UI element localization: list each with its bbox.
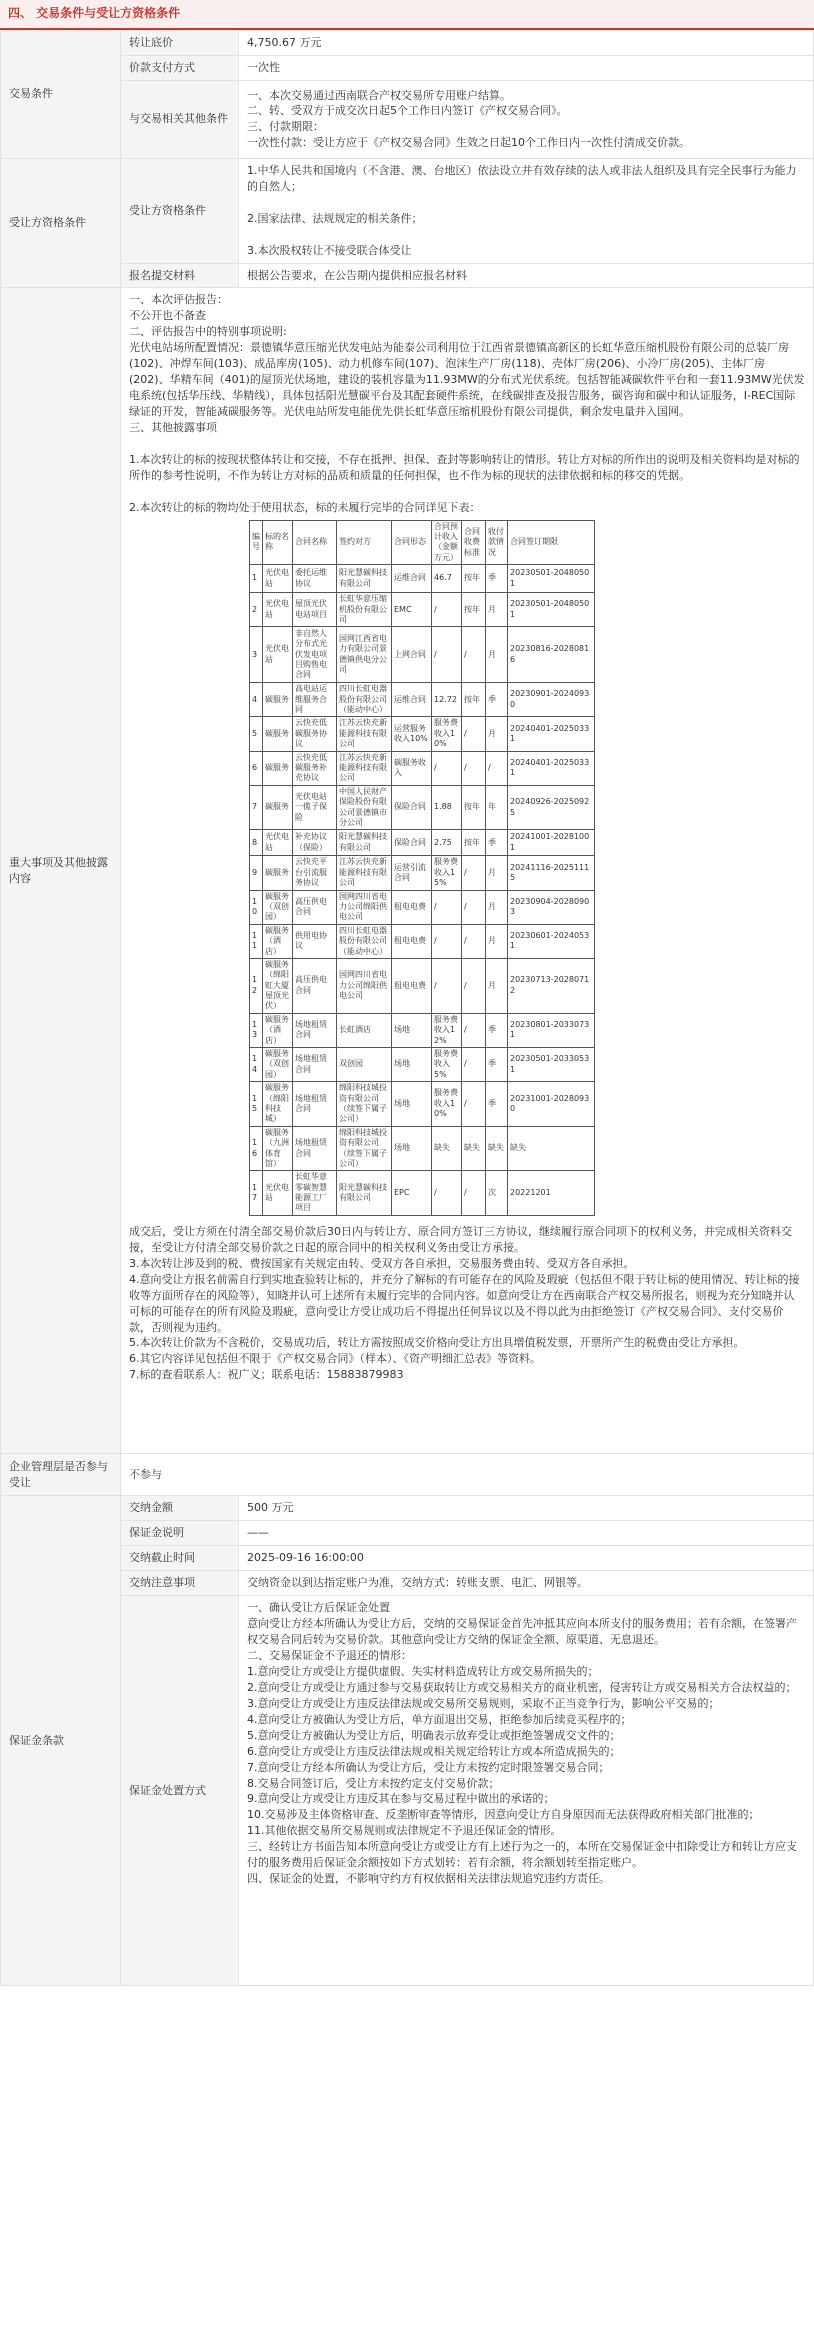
contract-cell: 年	[486, 785, 508, 830]
contract-cell: 运维合同	[392, 683, 432, 717]
deposit-deadline-label: 交纳截止时间	[121, 1546, 239, 1571]
contract-table-header	[250, 520, 595, 565]
other-conditions-label: 与交易相关其他条件	[121, 80, 239, 158]
contract-cell: 20230501-20480501	[508, 565, 595, 593]
deposit-notice-value: 交纳资金以到达指定账户为准，交纳方式：转账支票、电汇、网银等。	[239, 1571, 814, 1596]
contract-cell: 光伏电站	[263, 565, 293, 593]
contract-cell: 碳服务（酒店）	[263, 924, 293, 958]
contract-cell: 光伏电站	[263, 830, 293, 856]
contract-cell: 光伏电站	[263, 1171, 293, 1216]
contract-cell: 服务费收入15%	[432, 856, 462, 890]
contract-cell: 8	[250, 830, 263, 856]
contract-cell: 服务费收入5%	[432, 1048, 462, 1082]
contract-cell: 12	[250, 958, 263, 1013]
contract-row	[250, 785, 595, 830]
contract-cell: EPC	[392, 1171, 432, 1216]
contract-cell: /	[486, 751, 508, 785]
contract-cell: /	[462, 924, 486, 958]
contract-cell: /	[432, 958, 462, 1013]
contract-cell: /	[432, 890, 462, 924]
deposit-label: 保证金条款	[1, 1496, 121, 1986]
contract-cell: 月	[486, 627, 508, 683]
contract-cell: 场地租赁合同	[293, 1082, 337, 1127]
contract-row	[250, 751, 595, 785]
contract-cell: 2	[250, 593, 263, 627]
table-row	[1, 158, 814, 263]
buyer-qualification-value: 1.中华人民共和国境内（不含港、澳、台地区）依法设立并有效存续的法人或非法人组织及具有完全民事行为能力的自然人； 2.国家法律、法规规定的相关条件； 3.本次股权转让不接受联合体受让	[239, 158, 814, 263]
contract-cell: 长虹华意零碳智慧能源工厂项目	[293, 1171, 337, 1216]
contract-cell: 16	[250, 1126, 263, 1171]
table-row	[1, 1454, 814, 1496]
contract-row	[250, 1082, 595, 1127]
contract-cell: 碳服务（双创园）	[263, 890, 293, 924]
contract-cell: 10	[250, 890, 263, 924]
contract-cell: 运营引流合同	[392, 856, 432, 890]
deposit-disposal-label: 保证金处置方式	[121, 1596, 239, 1986]
contract-cell: 20230904-20280903	[508, 890, 595, 924]
deposit-amount-value: 500 万元	[239, 1496, 814, 1521]
contract-cell: /	[462, 890, 486, 924]
contract-cell: 碳服务（绵阳科技城）	[263, 1082, 293, 1127]
contract-cell: 46.7	[432, 565, 462, 593]
contract-cell: 缺失	[462, 1126, 486, 1171]
contract-cell: 供用电协议	[293, 924, 337, 958]
deposit-note-value: ——	[239, 1521, 814, 1546]
contract-cell: 场地	[392, 1013, 432, 1047]
contract-row	[250, 717, 595, 751]
table-row	[1, 1546, 814, 1571]
contract-cell: /	[462, 1048, 486, 1082]
reserve-price-label: 转让底价	[121, 31, 239, 56]
contract-cell: 阳光慧碳科技有限公司	[337, 1171, 392, 1216]
buyer-qualification-label: 受让方资格条件	[1, 158, 121, 288]
payment-method-label: 价款支付方式	[121, 55, 239, 80]
contract-cell: EMC	[392, 593, 432, 627]
contract-cell: 江苏云快充新能源科技有限公司	[337, 856, 392, 890]
contract-cell: 月	[486, 593, 508, 627]
contract-cell: 碳服务	[263, 785, 293, 830]
buyer-qualification-sublabel: 受让方资格条件	[121, 158, 239, 263]
contract-cell: 2.75	[432, 830, 462, 856]
reserve-price-value: 4,750.67 万元	[239, 31, 814, 56]
contract-cell: 按年	[462, 565, 486, 593]
contract-cell: 按年	[462, 683, 486, 717]
disclosure-text-before: 一、本次评估报告： 不公开也不备查 二、评估报告中的特别事项说明: 光伏电站场所配置情况：景德镇华意压缩光伏发电站为能泰公司利用位于江西省景德镇高新区的长虹华意压缩机股份有限公司的总装厂房(102)、冲焊车间(103)、成品库房(105)、动力机修车间(107)、泡沫生产厂房(118)、壳体厂房(206)、小冷厂房(205)、主体厂房(202)、华精车间（401)的屋顶光伏场地，建设的装机容量为11.93MW的分布式光伏系统。包括智能减碳软件平台和一套11.93MW光伏发电系统(包括华压线、华精线），具体包括阳光慧碳平台及其配套硬件系统，在线碳排查及报告服务，碳咨询和碳中和认证服务，I-REC国际绿证的开发，智能减碳服务等。光伏电站所发电能优先供长虹华意压缩机股份有限公司提供，剩余发电量并入国网。 三、其他披露事项 1.本次转让的标的按现状整体转让和交接，不存在抵押、担保、查封等影响转让的情形。转让方对标的所作出的说明及相关资料均是对标的所作的参考性说明，不作为转让方对标的品质和质量的任何担保，也不作为标的现状的法律依据和标的移交的凭据。 2.本次转让的标的物均处于使用状态，标的未履行完毕的合同详见下表：	[129, 293, 805, 514]
contract-cell: /	[432, 627, 462, 683]
contract-cell: 季	[486, 1013, 508, 1047]
contract-cell: 1	[250, 565, 263, 593]
contract-cell: 保险合同	[392, 785, 432, 830]
contract-cell: 20221201	[508, 1171, 595, 1216]
contract-cell: /	[462, 1082, 486, 1127]
contract-cell: 云快充平台引流服务协议	[293, 856, 337, 890]
contract-cell: /	[462, 751, 486, 785]
trade-conditions-label: 交易条件	[1, 31, 121, 159]
major-disclosure-content	[121, 288, 814, 1454]
contract-cell: 绵阳科技城投资有限公司（续签下属子公司）	[337, 1126, 392, 1171]
contract-cell: 5	[250, 717, 263, 751]
contract-row	[250, 890, 595, 924]
contract-cell: 国网四川省电力公司绵阳供电公司	[337, 958, 392, 1013]
table-row	[1, 1596, 814, 1986]
contract-row	[250, 924, 595, 958]
contract-cell: 20230601-20240531	[508, 924, 595, 958]
contract-cell: 20241116-20251115	[508, 856, 595, 890]
contract-header-cell: 收付款情况	[486, 520, 508, 565]
contract-cell: 碳服务（绵阳虹大厦屋顶光伏）	[263, 958, 293, 1013]
contract-cell: 缺失	[432, 1126, 462, 1171]
contract-cell: 季	[486, 830, 508, 856]
contract-cell: 月	[486, 717, 508, 751]
contract-cell: 20240401-20250331	[508, 751, 595, 785]
contract-cell: 江苏云快充新能源科技有限公司	[337, 751, 392, 785]
contract-cell: 20230901-20240930	[508, 683, 595, 717]
table-row	[1, 55, 814, 80]
disclosure-text-after: 成交后，受让方须在付清全部交易价款后30日内与转让方、原合同方签订三方协议，继续履行原合同项下的权利义务，并完成相关资料交接，至受让方付清全部交易价款之日起的原合同中的相关权利义务由受让方承接。 3.本次转让涉及到的税、费按国家有关规定由转、受双方各自承担，交易服务费由转、受双方各自承担。 4.意向受让方报名前需自行到实地查验转让标的，并充分了解标的有可能存在的风险及瑕疵（包括但不限于转让标的使用情况、转让标的接收等方面所存在的风险等），知晓并认可上述所有未履行完毕的合同内容。如意向受让方在西南联合产权交易所报名，则视为充分知晓并认可标的可能存在的所有风险及瑕疵，意向受让方受让成功后不得提出任何异议以及不得以此为由拒绝签订《产权交易合同》、支付交易价款，否则视为违约。 5.本次转让价款为不含税价，交易成功后，转让方需按照成交价格向受让方出具增值税发票，开票所产生的税费由受让方承担。 6.其它内容详见包括但不限于《产权交易合同》（样本）、《资产明细汇总表》等资料。 7.标的查看联系人：祝广义；联系电话：15883879983	[129, 1224, 800, 1382]
contract-cell: 高电站运维服务合同	[293, 683, 337, 717]
contract-cell: 上网合同	[392, 627, 432, 683]
section-title: 四、 交易条件与受让方资格条件	[8, 6, 181, 21]
contract-header-cell: 合同形态	[392, 520, 432, 565]
contract-cell: 场地	[392, 1082, 432, 1127]
contract-cell: 11	[250, 924, 263, 958]
contract-cell: 租电电费	[392, 958, 432, 1013]
contract-cell: 碳服务	[263, 856, 293, 890]
contract-cell: 绵阳科技城投资有限公司（续签下属子公司）	[337, 1082, 392, 1127]
deposit-amount-label: 交纳金额	[121, 1496, 239, 1521]
contract-cell: 4	[250, 683, 263, 717]
contract-cell: 碳服务	[263, 751, 293, 785]
contract-cell: 20241001-20281001	[508, 830, 595, 856]
table-row	[1, 1571, 814, 1596]
contract-cell: 20230816-20280816	[508, 627, 595, 683]
contract-cell: /	[462, 856, 486, 890]
contract-cell: 13	[250, 1013, 263, 1047]
contract-cell: /	[462, 1171, 486, 1216]
contract-cell: 20230501-20480501	[508, 593, 595, 627]
contract-cell: 场地	[392, 1126, 432, 1171]
contract-cell: 四川长虹电器股份有限公司（能动中心）	[337, 683, 392, 717]
contract-cell: 场地租赁合同	[293, 1126, 337, 1171]
contract-cell: 光伏电站一揽子保险	[293, 785, 337, 830]
contract-cell: 季	[486, 1082, 508, 1127]
contract-cell: 12.72	[432, 683, 462, 717]
table-row	[1, 1496, 814, 1521]
contract-row	[250, 958, 595, 1013]
contract-row	[250, 1048, 595, 1082]
contract-cell: 非自然人分布式光伏发电项目购售电合同	[293, 627, 337, 683]
contract-cell: 委托运维协议	[293, 565, 337, 593]
contract-row	[250, 856, 595, 890]
contract-table	[249, 520, 595, 1216]
contract-header-cell: 合同名称	[293, 520, 337, 565]
application-materials-value: 根据公告要求，在公告期内提供相应报名材料	[239, 263, 814, 288]
contract-cell: 服务费收入10%	[432, 1082, 462, 1127]
table-row	[1, 288, 814, 1454]
contract-cell: 20231001-20280930	[508, 1082, 595, 1127]
contract-cell: 季	[486, 565, 508, 593]
contract-cell: 7	[250, 785, 263, 830]
contract-cell: 阳光慧碳科技有限公司	[337, 830, 392, 856]
contract-cell: 碳服务（双创园）	[263, 1048, 293, 1082]
conditions-table	[0, 30, 814, 1986]
payment-method-value: 一次性	[239, 55, 814, 80]
contract-cell: 季	[486, 1048, 508, 1082]
contract-header-cell: 合同签订期限	[508, 520, 595, 565]
contract-header-cell: 标的名称	[263, 520, 293, 565]
contract-cell: 碳服务	[263, 717, 293, 751]
contract-cell: 国网江西省电力有限公司景德镇供电分公司	[337, 627, 392, 683]
contract-cell: /	[462, 958, 486, 1013]
contract-table-wrap	[129, 516, 805, 1220]
contract-cell: 17	[250, 1171, 263, 1216]
contract-cell: 20230501-20330531	[508, 1048, 595, 1082]
contract-cell: 月	[486, 958, 508, 1013]
contract-cell: 补充协议（保险）	[293, 830, 337, 856]
contract-cell: 服务费收入12%	[432, 1013, 462, 1047]
contract-cell: 高压供电合同	[293, 958, 337, 1013]
contract-cell: 月	[486, 890, 508, 924]
other-conditions-value: 一、本次交易通过西南联合产权交易所专用账户结算。 二、转、受双方于成交次日起5个工作日内签订《产权交易合同》。 三、付款期限： 一次性付款：受让方应于《产权交易合同》生效之日起10个工作日内一次性付清成交价款。	[239, 80, 814, 158]
contract-cell: 按年	[462, 593, 486, 627]
contract-row	[250, 565, 595, 593]
table-row	[1, 1521, 814, 1546]
contract-cell: 场地	[392, 1048, 432, 1082]
management-label: 企业管理层是否参与受让	[1, 1454, 121, 1496]
contract-cell: 次	[486, 1171, 508, 1216]
contract-cell: 光伏电站	[263, 627, 293, 683]
contract-cell: 20240401-20250331	[508, 717, 595, 751]
contract-cell: 长虹华意压缩机股份有限公司	[337, 593, 392, 627]
contract-cell: 按年	[462, 830, 486, 856]
contract-cell: 20230801-20330731	[508, 1013, 595, 1047]
application-materials-label: 报名提交材料	[121, 263, 239, 288]
management-value: 不参与	[121, 1454, 814, 1496]
major-disclosure-label: 重大事项及其他披露内容	[1, 288, 121, 1454]
contract-cell: /	[462, 1013, 486, 1047]
contract-header-cell: 合同预计收入（金额万元）	[432, 520, 462, 565]
contract-cell: /	[432, 1171, 462, 1216]
contract-row	[250, 627, 595, 683]
contract-cell: 季	[486, 683, 508, 717]
contract-row	[250, 593, 595, 627]
contract-cell: 租电电费	[392, 890, 432, 924]
contract-cell: 云快充低碳服务补充协议	[293, 751, 337, 785]
contract-cell: 四川长虹电器股份有限公司（能动中心）	[337, 924, 392, 958]
contract-cell: /	[432, 593, 462, 627]
contract-cell: 运营服务收入10%	[392, 717, 432, 751]
contract-cell: 光伏电站	[263, 593, 293, 627]
contract-cell: 双创园	[337, 1048, 392, 1082]
contract-cell: 碳服务收入	[392, 751, 432, 785]
contract-cell: 缺失	[508, 1126, 595, 1171]
contract-cell: 碳服务（九洲体育馆）	[263, 1126, 293, 1171]
contract-cell: 保险合同	[392, 830, 432, 856]
contract-cell: 碳服务	[263, 683, 293, 717]
contract-cell: 20240926-20250925	[508, 785, 595, 830]
contract-cell: 月	[486, 856, 508, 890]
contract-cell: 运维合同	[392, 565, 432, 593]
contract-cell: 租电电费	[392, 924, 432, 958]
contract-row	[250, 1013, 595, 1047]
contract-cell: 服务费收入10%	[432, 717, 462, 751]
deposit-notice-label: 交纳注意事项	[121, 1571, 239, 1596]
contract-cell: 场地租赁合同	[293, 1013, 337, 1047]
contract-cell: 6	[250, 751, 263, 785]
contract-row	[250, 683, 595, 717]
contract-cell: 国网四川省电力公司绵阳供电公司	[337, 890, 392, 924]
contract-table-body	[250, 565, 595, 1216]
section-header	[0, 0, 814, 30]
contract-header-cell: 编号	[250, 520, 263, 565]
contract-cell: 场地租赁合同	[293, 1048, 337, 1082]
contract-row	[250, 1171, 595, 1216]
contract-cell: 缺失	[486, 1126, 508, 1171]
contract-row	[250, 1126, 595, 1171]
contract-cell: 20230713-20280712	[508, 958, 595, 1013]
table-row	[1, 80, 814, 158]
table-row	[1, 263, 814, 288]
contract-cell: 9	[250, 856, 263, 890]
contract-cell: 1.88	[432, 785, 462, 830]
deposit-deadline-value: 2025-09-16 16:00:00	[239, 1546, 814, 1571]
contract-cell: 15	[250, 1082, 263, 1127]
contract-cell: /	[462, 717, 486, 751]
contract-cell: 中国人民财产保险股份有限公司景德镇市分公司	[337, 785, 392, 830]
deposit-disposal-value: 一、确认受让方后保证金处置 意向受让方经本所确认为受让方后，交纳的交易保证金首先冲抵其应向本所支付的服务费用；若有余额，在签署产权交易合同后转为交易价款。其他意向受让方交纳的保证金全额、原渠道、无息退还。 二、交易保证金不予退还的情形： 1.意向受让方或受让方提供虚假、失实材料造成转让方或交易所损失的； 2.意向受让方或受让方通过参与交易获取转让方或交易相关方的商业机密，侵害转让方或交易相关方合法权益的； 3.意向受让方或受让方违反法律法规或交易所交易规则，采取不正当竞争行为，影响公平交易的； 4.意向受让方被确认为受让方后，单方面退出交易，拒绝参加后续竞买程序的； 5.意向受让方被确认为受让方后，明确表示放弃受让或拒绝签署成交文件的； 6.意向受让方或受让方违反法律法规或相关规定给转让方或本所造成损失的； 7.意向受让方经本所确认为受让方后，受让方未按约定时限签署交易合同； 8.交易合同签订后，受让方未按约定支付交易价款； 9.意向受让方或受让方违反其在参与交易过程中做出的承诺的； 10.交易涉及主体资格审查、反垄断审查等情形，因意向受让方自身原因而无法获得政府相关部门批准的； 11.其他依据交易所交易规则或法律规定不予退还保证金的情形。 三、经转让方书面告知本所意向受让方或受让方有上述行为之一的，本所在交易保证金中扣除受让方和转让方应支付的服务费用后保证金余额按如下方式划转：若有余额，将余额划转至指定账户。 四、保证金的处置，不影响守约方有权依据相关法律法规追究违约方责任。	[239, 1596, 814, 1986]
contract-cell: 江苏云快充新能源科技有限公司	[337, 717, 392, 751]
contract-header-cell: 合同收费标准	[462, 520, 486, 565]
deposit-note-label: 保证金说明	[121, 1521, 239, 1546]
table-row	[1, 31, 814, 56]
contract-cell: 屋顶光伏电站项目	[293, 593, 337, 627]
contract-row	[250, 830, 595, 856]
contract-cell: 14	[250, 1048, 263, 1082]
contract-cell: 高压供电合同	[293, 890, 337, 924]
contract-header-cell: 签约对方	[337, 520, 392, 565]
contract-cell: 3	[250, 627, 263, 683]
contract-cell: 碳服务（酒店）	[263, 1013, 293, 1047]
contract-cell: 月	[486, 924, 508, 958]
contract-cell: 阳光慧碳科技有限公司	[337, 565, 392, 593]
contract-cell: 云快充低碳服务协议	[293, 717, 337, 751]
contract-cell: /	[432, 924, 462, 958]
contract-cell: 按年	[462, 785, 486, 830]
contract-cell: 长虹酒店	[337, 1013, 392, 1047]
contract-cell: /	[462, 627, 486, 683]
contract-cell: /	[432, 751, 462, 785]
